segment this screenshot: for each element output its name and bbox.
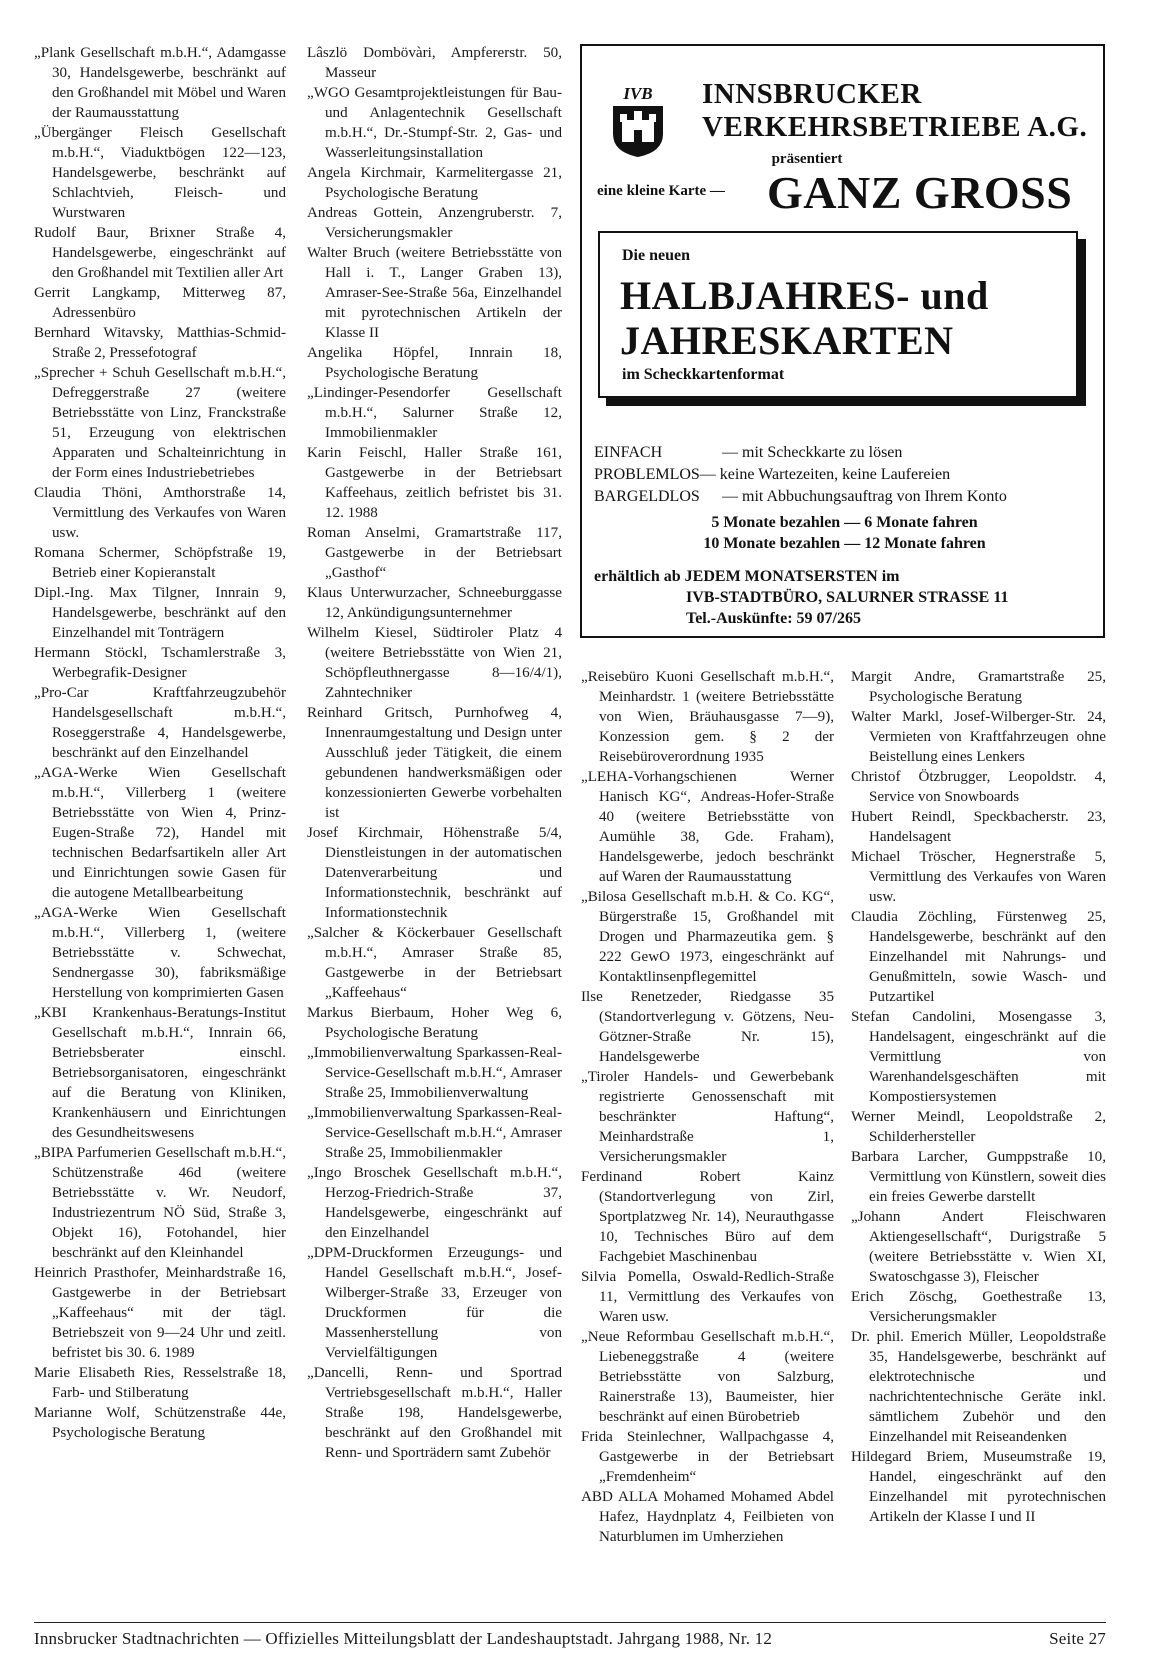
offer-line-1: 5 Monate bezahlen — 6 Monate fahren bbox=[711, 514, 978, 531]
register-entry: Heinrich Prasthofer, Meinhardstraße 16, Gastgewerbe in der Betriebsart „Kaffeehaus“ mit der tägl. Betriebszeit von 9—24 Uhr und zeitl. befristet bis 30. 6. 1989 bbox=[34, 1265, 286, 1361]
ticket-box bbox=[598, 231, 1078, 398]
register-entry: Marianne Wolf, Schützenstraße 44e, Psychologische Beratung bbox=[34, 1405, 286, 1441]
register-entry: Christof Ötzbrugger, Leopoldstr. 4, Service von Snowboards bbox=[851, 769, 1106, 805]
register-entry: Werner Meindl, Leopoldstraße 2, Schilderhersteller bbox=[851, 1109, 1106, 1145]
register-entry: „Übergänger Fleisch Gesellschaft m.b.H.“, Viaduktbögen 122—123, Handelsgewerbe, beschränkt auf Schlachtvieh, Fleisch- und Wurstwaren bbox=[34, 125, 286, 221]
availability bbox=[594, 566, 1074, 629]
subtitle-small: eine kleine Karte — bbox=[597, 183, 725, 199]
offers bbox=[582, 512, 1107, 554]
register-entry: „Salcher & Köckerbauer Gesellschaft m.b.H.“, Amraser Straße 85, Gastgewerbe in der Betriebsart „Kaffeehaus“ bbox=[307, 925, 562, 1001]
offer-line-2: 10 Monate bezahlen — 12 Monate fahren bbox=[703, 535, 986, 552]
register-entry: „Plank Gesellschaft m.b.H.“, Adamgasse 30, Handelsgewerbe, beschränkt auf den Großhandel mit Möbel und Waren der Raumausstattung bbox=[34, 45, 286, 121]
feature-key: BARGELDLOS bbox=[594, 488, 700, 505]
feature-text: — keine Wartezeiten, keine Laufereien bbox=[699, 466, 951, 483]
register-entry: Josef Kirchmair, Höhenstraße 5/4, Dienstleistungen in der automatischen Datenverarbeitung und Informationstechnik, beschränkt auf Informationstechnik bbox=[307, 825, 562, 921]
ticket-line-1: HALBJAHRES- und bbox=[620, 273, 989, 318]
ticket-line-2: JAHRESKARTEN bbox=[620, 318, 954, 363]
availability-line-1: erhältlich ab JEDEM MONATSERSTEN im bbox=[594, 568, 900, 585]
register-entry: „LEHA-Vorhangschienen Werner Hanisch KG“, Andreas-Hofer-Straße 40 (weitere Betriebsstätte von Aumühle 38, Gde. Fraham), Handelsgewerbe, jedoch beschränkt auf Waren der Raumausstattung bbox=[581, 769, 834, 885]
register-entry: Hermann Stöckl, Tschamlerstraße 3, Werbegrafik-Designer bbox=[34, 645, 286, 681]
register-entry: „Dancelli, Renn- und Sportrad Vertriebsgesellschaft m.b.H.“, Haller Straße 198, Handelsgewerbe, beschränkt auf den Großhandel mit Renn- und Sporträdern samt Zubehör bbox=[307, 1365, 562, 1461]
feature-row bbox=[594, 486, 1094, 508]
register-entry: Dr. phil. Emerich Müller, Leopoldstraße 35, Handelsgewerbe, beschränkt auf elektrotechnische und nachrichtentechnische Geräte inkl. sämtlichem Zubehör und den Einzelhandel mit Reiseandenken bbox=[851, 1329, 1106, 1445]
register-entry: Marie Elisabeth Ries, Resselstraße 18, Farb- und Stilberatung bbox=[34, 1365, 286, 1401]
register-entry: Walter Bruch (weitere Betriebsstätte von Hall i. T., Langer Graben 13), Amraser-See-Straße 56a, Einzelhandel mit pyrotechnischen Artikeln der Klasse II bbox=[307, 245, 562, 341]
register-entry: Claudia Zöchling, Fürstenweg 25, Handelsgewerbe, beschränkt auf den Einzelhandel mit Nahrungs- und Genußmitteln, sowie Wasch- und Putzartikel bbox=[851, 909, 1106, 1005]
register-entry: Hubert Reindl, Speckbacherstr. 23, Handelsagent bbox=[851, 809, 1106, 845]
register-entry: „Sprecher + Schuh Gesellschaft m.b.H.“, Defreggerstraße 27 (weitere Betriebsstätte von Linz, Franckstraße 51, Erzeugung von elektrischen Apparaten und Schalteinrichtung in der Form eines Industriebetriebes bbox=[34, 365, 286, 481]
page-number: Seite 27 bbox=[1049, 1629, 1106, 1648]
register-entry: Frida Steinlechner, Wallpachgasse 4, Gastgewerbe in der Betriebsart „Fremdenheim“ bbox=[581, 1429, 834, 1485]
register-entry: Lâszlö Dombövàri, Ampfererstr. 50, Masseur bbox=[307, 45, 562, 81]
register-entry: „Reisebüro Kuoni Gesellschaft m.b.H.“, Meinhardstr. 1 (weitere Betriebsstätte von Wien, Bräuhausgasse 7—9), Konzession gem. § 2 der Reisebüroverordnung 1935 bbox=[581, 669, 834, 765]
register-entry: Markus Bierbaum, Hoher Weg 6, Psychologische Beratung bbox=[307, 1005, 562, 1041]
register-entry: „Tiroler Handels- und Gewerbebank registrierte Genossenschaft mit beschränkter Haftung“, Meinhardstraße 1, Versicherungsmakler bbox=[581, 1069, 834, 1165]
availability-phone: Tel.-Auskünfte: 59 07/265 bbox=[686, 610, 861, 627]
register-entry: Dipl.-Ing. Max Tilgner, Innrain 9, Handelsgewerbe, beschränkt auf den Einzelhandel mit Tonträgern bbox=[34, 585, 286, 641]
register-entry: Andreas Gottein, Anzengruberstr. 7, Versicherungsmakler bbox=[307, 205, 562, 241]
register-entry: Klaus Unterwurzacher, Schneeburggasse 12, Ankündigungsunternehmer bbox=[307, 585, 562, 621]
company-line-2: VERKEHRSBETRIEBE A.G. bbox=[702, 111, 1088, 143]
register-entry: Ilse Renetzeder, Riedgasse 35 (Standortverlegung v. Götzens, Neu-Götzner-Straße Nr. 15), Handelsgewerbe bbox=[581, 989, 834, 1065]
register-entry: „Neue Reformbau Gesellschaft m.b.H.“, Liebeneggstraße 4 (weitere Betriebsstätte von Salzburg, Rainerstraße 13), Baumeister, hier beschränkt auf einen Bürobetrieb bbox=[581, 1329, 834, 1425]
register-entry: Gerrit Langkamp, Mitterweg 87, Adressenbüro bbox=[34, 285, 286, 321]
feature-text: — mit Abbuchungsauftrag von Ihrem Konto bbox=[722, 488, 1007, 505]
register-entry: Karin Feischl, Haller Straße 161, Gastgewerbe in der Betriebsart Kaffeehaus, zeitlich befristet bis 31. 12. 1988 bbox=[307, 445, 562, 521]
register-entry: „Bilosa Gesellschaft m.b.H. & Co. KG“, Bürgerstraße 15, Großhandel mit Drogen und Pharmazeutika gem. § 222 GewO 1973, eingeschränkt auf Kontaktlinsenpflegemittel bbox=[581, 889, 834, 985]
register-entry: „AGA-Werke Wien Gesellschaft m.b.H.“, Villerberg 1 (weitere Betriebsstätte von Wien 4, Prinz-Eugen-Straße 72), Handel mit technischen Bedarfsartikeln aller Art und Einrichtungen sowie Gasen für die autogene Metallbearbeitung bbox=[34, 765, 286, 901]
presents-label: präsentiert bbox=[771, 151, 843, 167]
register-entry: Angela Kirchmair, Karmelitergasse 21, Psychologische Beratung bbox=[307, 165, 562, 201]
register-entry: Roman Anselmi, Gramartstraße 117, Gastgewerbe in der Betriebsart „Gasthof“ bbox=[307, 525, 562, 581]
register-entry: Barbara Larcher, Gumppstraße 10, Vermittlung von Künstlern, soweit dies ein freies Gewerbe darstellt bbox=[851, 1149, 1106, 1205]
register-entry: Silvia Pomella, Oswald-Redlich-Straße 11, Vermittlung des Verkaufes von Waren usw. bbox=[581, 1269, 834, 1325]
company-line-1: INNSBRUCKER bbox=[702, 78, 922, 110]
register-entry: Reinhard Gritsch, Purnhofweg 4, Innenraumgestaltung und Design unter Ausschluß jeder Tätigkeit, die einem gebundenen handwerksmäßigen oder konzessionierten Gewerbe vorbehalten ist bbox=[307, 705, 562, 821]
register-entry: „Immobilienverwaltung Sparkassen-Real-Service-Gesellschaft m.b.H.“, Amraser Straße 25, Immobilienmakler bbox=[307, 1105, 562, 1161]
register-entry: Stefan Candolini, Mosengasse 3, Handelsagent, eingeschränkt auf die Vermittlung von Warenhandelsgeschäften mit Kompostiersystemen bbox=[851, 1009, 1106, 1105]
ivb-logo bbox=[607, 84, 669, 158]
register-entry: „BIPA Parfumerien Gesellschaft m.b.H.“, Schützenstraße 46d (weitere Betriebsstätte v. Wr. Neudorf, Industriezentrum NÖ Süd, Straße 3, Objekt 16), Fotohandel, hier beschränkt auf den Kleinhandel bbox=[34, 1145, 286, 1261]
register-entry: Ferdinand Robert Kainz (Standortverlegung von Zirl, Sportplatzweg Nr. 14), Neurauthgasse 10, Technisches Büro auf dem Fachgebiet Maschinenbau bbox=[581, 1169, 834, 1265]
register-entry: „WGO Gesamtprojektleistungen für Bau- und Anlagentechnik Gesellschaft m.b.H.“, Dr.-Stumpf-Str. 2, Gas- und Wasserleitungsinstallation bbox=[307, 85, 562, 161]
feature-key: PROBLEMLOS bbox=[594, 466, 700, 483]
feature-text: — mit Scheckkarte zu lösen bbox=[722, 444, 903, 461]
register-entry: Hildegard Briem, Museumstraße 19, Handel, eingeschränkt auf den Einzelhandel mit pyrotechnischen Artikeln der Klasse I und II bbox=[851, 1449, 1106, 1525]
logo-text: IVB bbox=[623, 84, 653, 103]
ticket-title bbox=[620, 273, 1070, 363]
company-name bbox=[702, 78, 1102, 144]
register-entry: Michael Tröscher, Hegnerstraße 5, Vermittlung des Verkaufes von Waren usw. bbox=[851, 849, 1106, 905]
column-2 bbox=[307, 43, 562, 1463]
register-entry: Rudolf Baur, Brixner Straße 4, Handelsgewerbe, eingeschränkt auf den Großhandel mit Textilien aller Art bbox=[34, 225, 286, 281]
feature-list bbox=[594, 442, 1094, 508]
register-entry: Margit Andre, Gramartstraße 25, Psychologische Beratung bbox=[851, 669, 1106, 705]
column-4 bbox=[851, 667, 1106, 1527]
register-entry: Romana Schermer, Schöpfstraße 19, Betrieb einer Kopieranstalt bbox=[34, 545, 286, 581]
register-entry: Bernhard Witavsky, Matthias-Schmid-Straße 2, Pressefotograf bbox=[34, 325, 286, 361]
column-1 bbox=[34, 43, 286, 1443]
feature-key: EINFACH bbox=[594, 444, 663, 461]
subtitle-big: GANZ GROSS bbox=[767, 167, 1073, 218]
register-entry: „Ingo Broschek Gesellschaft m.b.H.“, Herzog-Friedrich-Straße 37, Handelsgewerbe, eingeschränkt auf den Einzelhandel bbox=[307, 1165, 562, 1241]
register-entry: „Pro-Car Kraftfahrzeugzubehör Handelsgesellschaft m.b.H.“, Roseggerstraße 4, Handelsgewerbe, beschränkt auf den Einzelhandel bbox=[34, 685, 286, 761]
feature-row bbox=[594, 464, 1094, 486]
page-footer bbox=[34, 1628, 1106, 1650]
feature-row bbox=[594, 442, 1094, 464]
register-entry: Wilhelm Kiesel, Südtiroler Platz 4 (weitere Betriebsstätte von Wien 21, Schöpfleuthnergasse 8—16/4/1), Zahntechniker bbox=[307, 625, 562, 701]
new-label: Die neuen bbox=[622, 247, 690, 264]
register-entry: ABD ALLA Mohamed Mohamed Abdel Hafez, Haydnplatz 4, Feilbieten von Naturblumen im Umherziehen bbox=[581, 1489, 834, 1545]
footer-rule bbox=[34, 1622, 1106, 1623]
register-entry: „AGA-Werke Wien Gesellschaft m.b.H.“, Villerberg 1, (weitere Betriebsstätte v. Schwechat, Sendnergasse 30), fabriksmäßige Herstellung von komprimierten Gasen bbox=[34, 905, 286, 1001]
publication-info: Innsbrucker Stadtnachrichten — Offizielles Mitteilungsblatt der Landeshauptstadt. Jahrgang 1988, Nr. 12 bbox=[34, 1629, 773, 1648]
register-entry: „Lindinger-Pesendorfer Gesellschaft m.b.H.“, Salurner Straße 12, Immobilienmakler bbox=[307, 385, 562, 441]
register-entry: Walter Markl, Josef-Wilberger-Str. 24, Vermieten von Kraftfahrzeugen ohne Beistellung eines Lenkers bbox=[851, 709, 1106, 765]
register-entry: „DPM-Druckformen Erzeugungs- und Handel Gesellschaft m.b.H.“, Josef-Wilberger-Straße 33, Erzeuger von Druckformen für die Massenherstellung von Vervielfältigungen bbox=[307, 1245, 562, 1361]
register-entry: „Immobilienverwaltung Sparkassen-Real-Service-Gesellschaft m.b.H.“, Amraser Straße 25, Immobilienverwaltung bbox=[307, 1045, 562, 1101]
register-entry: Angelika Höpfel, Innrain 18, Psychologische Beratung bbox=[307, 345, 562, 381]
register-entry: Erich Zöschg, Goethestraße 13, Versicherungsmakler bbox=[851, 1289, 1106, 1325]
availability-line-2: IVB-STADTBÜRO, SALURNER STRASSE 11 bbox=[686, 589, 1009, 606]
register-entry: „Johann Andert Fleischwaren Aktiengesellschaft“, Durigstraße 5 (weitere Betriebsstätte v. Wien XI, Swatoschgasse 3), Fleischer bbox=[851, 1209, 1106, 1285]
register-entry: Claudia Thöni, Amthorstraße 14, Vermittlung des Verkaufes von Waren usw. bbox=[34, 485, 286, 541]
register-entry: „KBI Krankenhaus-Beratungs-Institut Gesellschaft m.b.H.“, Innrain 66, Betriebsberater einschl. Betriebsorganisatoren, eingeschränkt auf die Beratung von Kliniken, Krankenhäusern und Einrichtungen des Gesundheitswesens bbox=[34, 1005, 286, 1141]
format-label: im Scheckkartenformat bbox=[622, 366, 785, 383]
column-3 bbox=[581, 667, 834, 1547]
ivb-advertisement bbox=[580, 44, 1105, 638]
